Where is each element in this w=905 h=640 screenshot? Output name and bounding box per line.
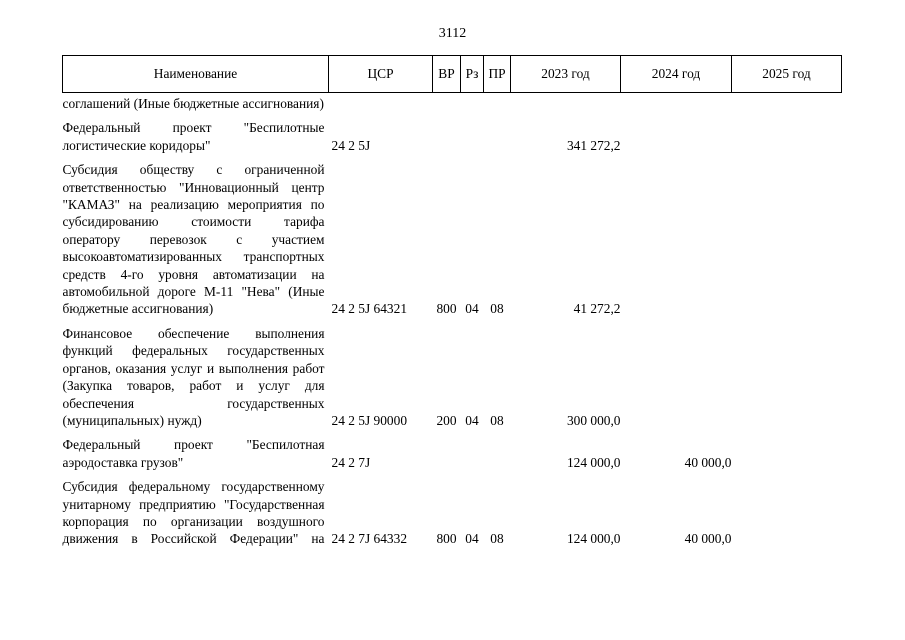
table-row (63, 471, 842, 548)
row-2023: 124 000,0 (566, 531, 621, 547)
row-vr: 800 (436, 531, 457, 547)
header-vr: ВР (433, 56, 461, 93)
row-rz: 04 (465, 531, 479, 547)
row-2023: 41 272,2 (573, 301, 621, 317)
row-csr: 24 2 5J 90000 (331, 412, 408, 428)
row-rz (461, 93, 484, 113)
header-rz: Рз (461, 56, 484, 93)
row-name: Субсидия обществу с ограниченной ответственностью "Инновационный центр "КАМАЗ" на реализацию мероприятия по субсидированию стоимости тарифа оператору перевозок с участием высокоавтоматизированных транспортных средств 4-го уровня автоматизации на автомобильной дороге М-11 "Нева" (Иные бюджетные ассигнования) (62, 162, 325, 317)
row-vr: 800 (436, 301, 457, 317)
row-2024 (621, 112, 732, 154)
row-pr: 08 (490, 412, 504, 428)
row-pr (484, 93, 511, 113)
row-2024 (621, 318, 732, 429)
header-2024: 2024 год (621, 56, 732, 93)
row-2024 (621, 154, 732, 318)
row-csr (329, 93, 433, 113)
row-name: Субсидия федеральному государственному унитарному предприятию "Государственная корпорация по организации воздушного движения в Российской Федерации" на (62, 479, 325, 547)
row-csr: 24 2 5J (331, 137, 371, 153)
row-2024: 40 000,0 (684, 531, 732, 547)
row-2025 (732, 93, 842, 113)
row-name: Федеральный проект "Беспилотная аэродоставка грузов" (62, 437, 325, 470)
row-2025 (732, 112, 842, 154)
table-row (63, 93, 842, 113)
row-rz (461, 429, 484, 471)
table-row (63, 318, 842, 429)
row-rz: 04 (465, 301, 479, 317)
page-number: 3112 (438, 26, 467, 41)
row-csr: 24 2 7J (331, 454, 371, 470)
table-row (63, 154, 842, 318)
row-vr (433, 429, 461, 471)
row-pr: 08 (490, 301, 504, 317)
row-2025 (732, 429, 842, 471)
row-name: Федеральный проект "Беспилотные логистические коридоры" (62, 120, 325, 153)
row-pr (484, 429, 511, 471)
header-name: Наименование (63, 56, 329, 93)
budget-table (62, 55, 842, 548)
row-pr (484, 112, 511, 154)
row-vr: 200 (436, 412, 457, 428)
row-2023: 300 000,0 (566, 412, 621, 428)
row-name: Финансовое обеспечение выполнения функций федеральных государственных органов, оказания услуг и выполнения работ (Закупка товаров, работ и услуг для обеспечения государственных (муниципальных) нужд) (62, 325, 325, 428)
row-rz (461, 112, 484, 154)
header-2023: 2023 год (511, 56, 621, 93)
row-vr (433, 112, 461, 154)
row-2024 (621, 93, 732, 113)
row-2025 (732, 471, 842, 548)
header-pr: ПР (484, 56, 511, 93)
row-2023 (511, 93, 621, 113)
row-2024: 40 000,0 (684, 454, 732, 470)
row-csr: 24 2 7J 64332 (331, 531, 408, 547)
row-2023: 124 000,0 (566, 454, 621, 470)
row-2025 (732, 154, 842, 318)
header-csr: ЦСР (329, 56, 433, 93)
header-row (63, 56, 842, 93)
row-2025 (732, 318, 842, 429)
table-row (63, 429, 842, 471)
row-pr: 08 (490, 531, 504, 547)
row-rz: 04 (465, 412, 479, 428)
row-csr: 24 2 5J 64321 (331, 301, 408, 317)
row-name: соглашений (Иные бюджетные ассигнования) (62, 96, 324, 111)
header-2025: 2025 год (732, 56, 842, 93)
row-2023: 341 272,2 (566, 137, 621, 153)
table-row (63, 112, 842, 154)
row-vr (433, 93, 461, 113)
